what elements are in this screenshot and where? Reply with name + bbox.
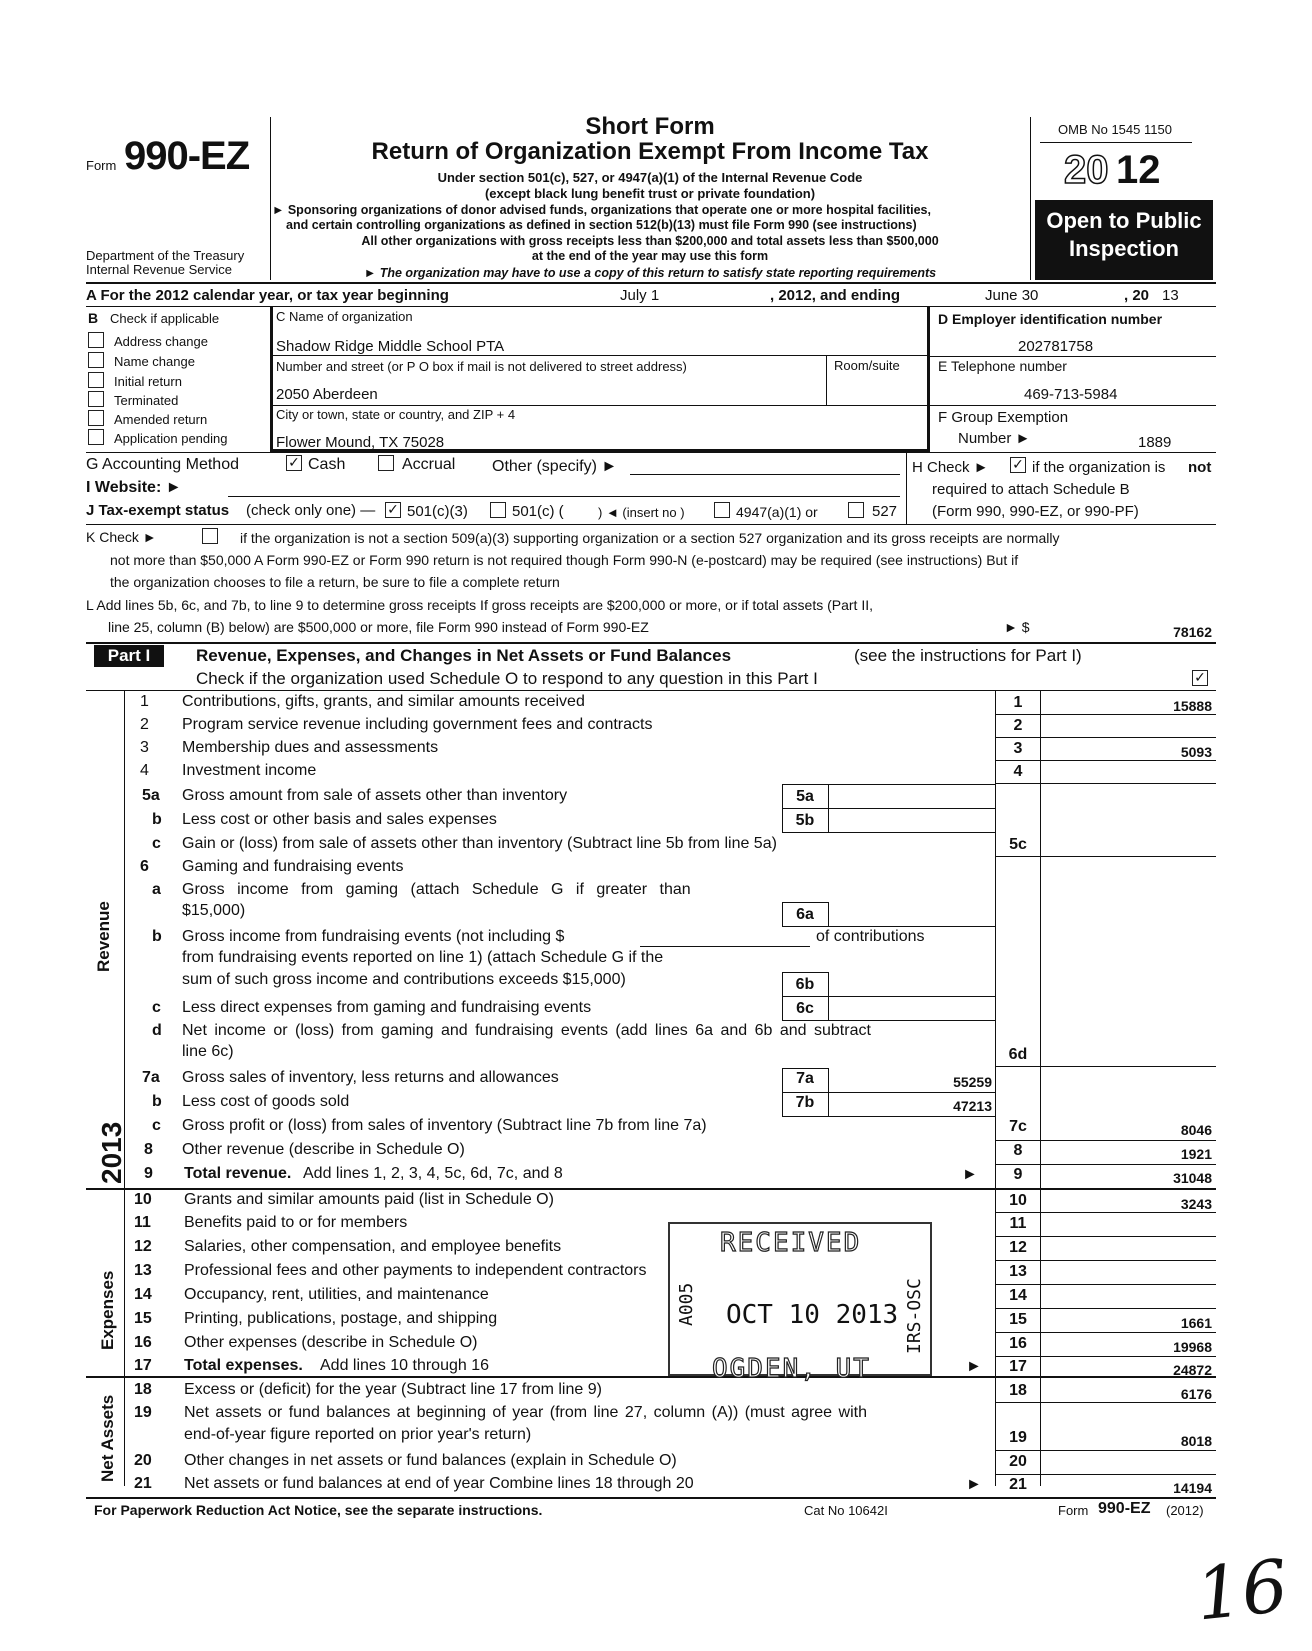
- insert-no-label: ) ◄ (insert no ): [598, 505, 685, 520]
- line-6b-text1b: of contributions: [816, 928, 925, 945]
- city-value[interactable]: Flower Mound, TX 75028: [276, 434, 445, 451]
- side-label-net-assets: Net Assets: [98, 1394, 117, 1482]
- line-7a-num: 7a: [142, 1069, 160, 1086]
- line-a-label: A For the 2012 calendar year, or tax year beginning: [86, 287, 449, 304]
- line-2-num: 2: [140, 716, 149, 733]
- line-14-num: 14: [134, 1286, 152, 1303]
- accrual-checkbox[interactable]: [378, 455, 394, 471]
- line-11-text: Benefits paid to or for members: [184, 1214, 408, 1231]
- footer-form-word: Form: [1058, 1503, 1089, 1518]
- 501c-checkbox[interactable]: [490, 502, 506, 518]
- line-21-arrow: ►: [966, 1476, 982, 1493]
- subtitle-end-of-year: at the end of the year may use this form: [531, 249, 769, 263]
- line-20-box: 20: [1009, 1453, 1027, 1470]
- schedule-b-checkbox[interactable]: ✓: [1010, 457, 1026, 473]
- line-6c-num: c: [152, 999, 161, 1016]
- tax-exempt-label: J Tax-exempt status: [86, 502, 230, 519]
- line-14-text: Occupancy, rent, utilities, and maintenance: [184, 1286, 489, 1303]
- line-5b-box: 5b: [795, 812, 815, 829]
- line-3-value[interactable]: 5093: [1180, 744, 1212, 760]
- line-6a-box: 6a: [796, 906, 814, 923]
- line-6b-text1: Gross income from fundraising events (not including $: [182, 928, 565, 945]
- subtitle-sponsoring: ► Sponsoring organizations of donor advised funds, organizations that operate one or more hospital facilities,: [272, 203, 931, 217]
- initial-return-checkbox[interactable]: [88, 372, 104, 388]
- footer-paperwork: For Paperwork Reduction Act Notice, see the separate instructions.: [94, 1502, 543, 1518]
- line-5a-box: 5a: [796, 788, 814, 805]
- tax-year-end-yr: 13: [1162, 287, 1179, 304]
- 4947-checkbox[interactable]: [714, 502, 730, 518]
- name-change-checkbox[interactable]: [88, 352, 104, 368]
- line-17-value[interactable]: 24872: [1173, 1362, 1212, 1378]
- line-17-text-rest: Add lines 10 through 16: [320, 1357, 490, 1374]
- form-number: 990-EZ: [124, 134, 250, 178]
- 501c3-checkbox[interactable]: ✓: [385, 502, 401, 518]
- terminated-label: Terminated: [114, 393, 179, 408]
- line-9-text: Total revenue.: [184, 1165, 292, 1182]
- line-21-value[interactable]: 14194: [1173, 1480, 1212, 1496]
- line-6c-text: Less direct expenses from gaming and fundraising events: [182, 999, 592, 1016]
- accrual-label: Accrual: [402, 456, 456, 473]
- tax-year-begin: July 1: [620, 287, 660, 304]
- line-7b-text: Less cost of goods sold: [182, 1093, 350, 1110]
- line-1-num: 1: [140, 693, 149, 710]
- line-6b-text3: sum of such gross income and contributions exceeds $15,000): [182, 971, 626, 988]
- form-label: Form: [86, 158, 117, 173]
- line-5c-num: c: [152, 835, 161, 852]
- line-6-num: 6: [140, 858, 149, 875]
- line-9-arrow: ►: [962, 1166, 978, 1183]
- line-9-value[interactable]: 31048: [1173, 1170, 1212, 1186]
- line-6b-box: 6b: [795, 976, 815, 993]
- line-19-text2: end-of-year figure reported on prior year's return): [184, 1426, 532, 1443]
- received-stamp-city: OGDEN, UT: [712, 1354, 871, 1384]
- line-h-label: H Check ►: [912, 459, 989, 476]
- line-6c-box: 6c: [796, 1000, 814, 1017]
- line-h-text3: (Form 990, 990-EZ, or 990-PF): [932, 503, 1139, 520]
- line-l-arrow: ► $: [1004, 619, 1030, 635]
- received-stamp-right-code: IRS-OSC: [904, 1278, 925, 1354]
- line-11-box: 11: [1009, 1215, 1027, 1232]
- tax-exempt-paren: (check only one) —: [246, 502, 376, 519]
- line-20-num: 20: [134, 1452, 152, 1469]
- line-5b-num: b: [152, 811, 162, 828]
- other-method-field[interactable]: [630, 474, 900, 475]
- handwritten-page-mark: 16: [1191, 1543, 1292, 1637]
- line-15-text: Printing, publications, postage, and shipping: [184, 1310, 498, 1327]
- subtitle-except: (except black lung benefit trust or private foundation): [484, 186, 816, 201]
- line-6d-text1: Net income or (loss) from gaming and fundraising events (add lines 6a and 6b and subtract: [182, 1022, 871, 1039]
- received-stamp-title: RECEIVED: [720, 1228, 862, 1258]
- line-6a-text1: Gross income from gaming (attach Schedule G if greater than: [182, 881, 691, 898]
- amended-return-label: Amended return: [114, 412, 208, 427]
- box-b-title: B: [88, 310, 99, 326]
- line-10-box: 10: [1009, 1192, 1027, 1209]
- schedule-o-checkbox[interactable]: ✓: [1192, 670, 1208, 686]
- line-3-box: 3: [1013, 740, 1023, 757]
- line-7b-num: b: [152, 1093, 162, 1110]
- telephone-label: E Telephone number: [938, 358, 1067, 374]
- other-method-label: Other (specify) ►: [492, 458, 618, 475]
- line-18-num: 18: [134, 1381, 152, 1398]
- box-b-subtitle: Check if applicable: [110, 311, 220, 326]
- line-17-text: Total expenses.: [184, 1357, 303, 1374]
- subtitle-controlling: and certain controlling organizations as defined in section 512(b)(13) must file Form 990 (see instructions): [286, 218, 917, 232]
- line-4-text: Investment income: [182, 762, 317, 779]
- part-i-title: Revenue, Expenses, and Changes in Net Assets or Fund Balances: [196, 646, 732, 665]
- subtitle-state: ► The organization may have to use a copy of this return to satisfy state reporting requirements: [363, 266, 937, 280]
- accounting-method-label: G Accounting Method: [86, 456, 239, 473]
- line-4-box: 4: [1013, 763, 1023, 780]
- line-7c-value[interactable]: 8046: [1180, 1122, 1212, 1138]
- omb-number: OMB No 1545 1150: [1058, 122, 1172, 137]
- application-pending-label: Application pending: [114, 431, 228, 446]
- line-16-num: 16: [134, 1334, 152, 1351]
- group-exemption-label: F Group Exemption: [938, 409, 1069, 426]
- line-h-text2: required to attach Schedule B: [932, 481, 1130, 498]
- line-17-arrow: ►: [966, 1358, 982, 1375]
- side-label-revenue: Revenue: [94, 901, 113, 972]
- line-16-box: 16: [1009, 1335, 1027, 1352]
- line-h-text1: if the organization is: [1032, 459, 1166, 476]
- cash-checkbox[interactable]: ✓: [286, 455, 302, 471]
- line-2-text: Program service revenue including government fees and contracts: [182, 716, 653, 733]
- line-k-text3: the organization chooses to file a return, be sure to file a complete return: [110, 574, 560, 590]
- city-label: City or town, state or country, and ZIP + 4: [276, 407, 516, 422]
- line-l-text2: line 25, column (B) below) are $500,000 or more, file Form 990 instead of Form 990-EZ: [108, 619, 649, 635]
- line-5a-text: Gross amount from sale of assets other than inventory: [182, 787, 568, 804]
- line-k-checkbox[interactable]: [202, 528, 218, 544]
- line-15-box: 15: [1009, 1311, 1027, 1328]
- line-6b-text2: from fundraising events reported on line 1) (attach Schedule G if the: [182, 949, 664, 966]
- initial-return-label: Initial return: [114, 374, 182, 389]
- line-6d-text2: line 6c): [182, 1043, 234, 1060]
- line-10-num: 10: [134, 1191, 152, 1208]
- line-4-num: 4: [140, 762, 149, 779]
- ein-value[interactable]: 202781758: [1018, 338, 1094, 355]
- line-8-box: 8: [1013, 1142, 1023, 1159]
- group-exemption-number-label: Number ►: [958, 430, 1031, 447]
- line-19-value[interactable]: 8018: [1180, 1433, 1212, 1449]
- title-return: Return of Organization Exempt From Income Tax: [371, 138, 929, 165]
- line-6-text: Gaming and fundraising events: [182, 858, 404, 875]
- 501c3-label: 501(c)(3): [407, 503, 468, 520]
- cash-label: Cash: [308, 456, 346, 473]
- line-a-mid: , 2012, and ending: [770, 287, 901, 304]
- line-k-text1: if the organization is not a section 509(a)(3) supporting organization or a section 527 organization and its gross receipts are normally: [240, 530, 1060, 546]
- year-bold: 12: [1116, 148, 1161, 192]
- line-21-num: 21: [134, 1475, 152, 1492]
- line-5c-box: 5c: [1009, 836, 1027, 853]
- line-k-label: K Check ►: [86, 529, 157, 545]
- line-21-box: 21: [1009, 1476, 1027, 1493]
- 527-checkbox[interactable]: [848, 502, 864, 518]
- line-7b-box: 7b: [795, 1094, 815, 1111]
- received-stamp-date: OCT 10 2013: [726, 1300, 899, 1330]
- telephone-value[interactable]: 469-713-5984: [1024, 386, 1118, 403]
- line-3-text: Membership dues and assessments: [182, 739, 439, 756]
- address-change-label: Address change: [114, 334, 208, 349]
- line-h-not: not: [1188, 459, 1212, 476]
- 527-label: 527: [872, 503, 898, 520]
- line-6b-num: b: [152, 928, 162, 945]
- line-14-box: 14: [1009, 1287, 1027, 1304]
- line-3-num: 3: [140, 739, 149, 756]
- line-7a-box: 7a: [796, 1070, 814, 1087]
- line-6a-text2: $15,000): [182, 902, 246, 919]
- org-info-box: [270, 306, 930, 452]
- received-stamp-left-code: A005: [676, 1282, 697, 1326]
- line-18-value[interactable]: 6176: [1180, 1386, 1212, 1402]
- line-6d-box: 6d: [1008, 1046, 1028, 1063]
- address-change-checkbox[interactable]: [88, 332, 104, 348]
- line-19-box: 19: [1009, 1429, 1027, 1446]
- website-label: I Website: ►: [86, 479, 182, 496]
- footer-form-number: 990-EZ: [1098, 1500, 1151, 1517]
- line-6d-num: d: [152, 1022, 162, 1039]
- footer-cat: Cat No 10642I: [804, 1503, 888, 1518]
- line-8-num: 8: [144, 1141, 153, 1158]
- line-1-value[interactable]: 15888: [1173, 698, 1212, 714]
- line-18-text: Excess or (deficit) for the year (Subtract line 17 from line 9): [184, 1381, 602, 1398]
- dept-irs: Internal Revenue Service: [86, 262, 232, 277]
- line-7c-num: c: [152, 1117, 161, 1134]
- line-7a-value[interactable]: 55259: [953, 1074, 992, 1090]
- year-outline: 20: [1064, 148, 1109, 192]
- line-k-text2: not more than $50,000 A Form 990-EZ or Form 990 return is not required though Form 990-N (e-postcard) may be required (see instructions) But if: [110, 552, 1019, 568]
- line-9-num: 9: [144, 1165, 153, 1182]
- line-5a-num: 5a: [142, 787, 160, 804]
- street-value[interactable]: 2050 Aberdeen: [276, 386, 378, 403]
- line-5b-text: Less cost or other basis and sales expenses: [182, 811, 497, 828]
- group-exemption-value[interactable]: 1889: [1138, 434, 1172, 451]
- name-change-label: Name change: [114, 354, 195, 369]
- 501c-label: 501(c) (: [512, 503, 564, 520]
- line-12-num: 12: [134, 1238, 152, 1255]
- line-2-box: 2: [1013, 717, 1023, 734]
- line-16-value[interactable]: 19968: [1173, 1339, 1212, 1355]
- title-short-form: Short Form: [585, 113, 715, 140]
- part-i-tag: Part I: [94, 645, 164, 667]
- line-15-num: 15: [134, 1310, 152, 1327]
- line-11-num: 11: [134, 1214, 151, 1231]
- tax-year-end: June 30: [985, 287, 1039, 304]
- 4947-label: 4947(a)(1) or: [736, 504, 818, 520]
- street-label: Number and street (or P O box if mail is not delivered to street address): [276, 359, 687, 374]
- terminated-checkbox[interactable]: [88, 391, 104, 407]
- line-17-num: 17: [134, 1357, 152, 1374]
- line-12-box: 12: [1009, 1239, 1027, 1256]
- side-label-expenses: Expenses: [98, 1270, 117, 1350]
- schedule-o-text: Check if the organization used Schedule O to respond to any question in this Part I: [196, 669, 818, 688]
- line-17-box: 17: [1009, 1358, 1027, 1375]
- org-name-value[interactable]: Shadow Ridge Middle School PTA: [276, 338, 505, 355]
- line-5c-text: Gain or (loss) from sale of assets other than inventory (Subtract line 5b from line 5a): [182, 835, 777, 852]
- application-pending-checkbox[interactable]: [88, 429, 104, 445]
- line-9-box: 9: [1013, 1166, 1023, 1183]
- line-16-text: Other expenses (describe in Schedule O): [184, 1334, 478, 1351]
- line-6b-contrib-field[interactable]: [640, 946, 810, 947]
- line-1-box: 1: [1013, 694, 1023, 711]
- amended-return-checkbox[interactable]: [88, 410, 104, 426]
- line-13-box: 13: [1009, 1263, 1027, 1280]
- line-19-num: 19: [134, 1404, 152, 1421]
- line-18-box: 18: [1009, 1382, 1027, 1399]
- room-suite-label: Room/suite: [834, 358, 900, 373]
- ein-label: D Employer identification number: [938, 311, 1163, 327]
- line-21-text: Net assets or fund balances at end of year Combine lines 18 through 20: [184, 1475, 694, 1492]
- line-7c-box: 7c: [1009, 1118, 1027, 1135]
- gross-receipts-value[interactable]: 78162: [1173, 624, 1212, 640]
- line-12-text: Salaries, other compensation, and employee benefits: [184, 1238, 562, 1255]
- subtitle-other-orgs: All other organizations with gross receipts less than $200,000 and total assets less than $500,000: [361, 234, 939, 248]
- part-i-title-suffix: (see the instructions for Part I): [854, 646, 1082, 665]
- line-10-text: Grants and similar amounts paid (list in Schedule O): [184, 1191, 554, 1208]
- line-15-value[interactable]: 1661: [1180, 1315, 1212, 1331]
- footer-form-year: (2012): [1166, 1503, 1204, 1518]
- line-19-text1: Net assets or fund balances at beginning of year (from line 27, column (A)) (must agree with: [184, 1404, 867, 1421]
- margin-year-stamp: 2013: [96, 1121, 127, 1184]
- subtitle-section: Under section 501(c), 527, or 4947(a)(1) of the Internal Revenue Code: [437, 170, 863, 185]
- line-a-20: , 20: [1124, 287, 1150, 304]
- line-9-text-rest: Add lines 1, 2, 3, 4, 5c, 6d, 7c, and 8: [303, 1165, 563, 1182]
- website-field[interactable]: [228, 496, 900, 497]
- line-10-value[interactable]: 3243: [1180, 1196, 1212, 1212]
- line-l-text1: L Add lines 5b, 6c, and 7b, to line 9 to determine gross receipts If gross receipts are $200,000 or more, or if total assets (Part II,: [86, 597, 874, 613]
- line-13-text: Professional fees and other payments to independent contractors: [184, 1262, 647, 1279]
- line-13-num: 13: [134, 1262, 152, 1279]
- open-public-banner: Open to Public Inspection: [1035, 200, 1213, 280]
- dept-treasury: Department of the Treasury: [86, 248, 245, 263]
- line-8-value[interactable]: 1921: [1180, 1146, 1212, 1162]
- line-7a-text: Gross sales of inventory, less returns and allowances: [182, 1069, 559, 1086]
- line-7c-text: Gross profit or (loss) from sales of inventory (Subtract line 7b from line 7a): [182, 1117, 707, 1134]
- org-name-label: C Name of organization: [276, 309, 413, 324]
- line-20-text: Other changes in net assets or fund balances (explain in Schedule O): [184, 1452, 677, 1469]
- line-7b-value[interactable]: 47213: [953, 1098, 992, 1114]
- header-divider-right: [1030, 117, 1031, 280]
- line-8-text: Other revenue (describe in Schedule O): [182, 1141, 465, 1158]
- line-6a-num: a: [152, 881, 161, 898]
- line-1-text: Contributions, gifts, grants, and similar amounts received: [182, 693, 585, 710]
